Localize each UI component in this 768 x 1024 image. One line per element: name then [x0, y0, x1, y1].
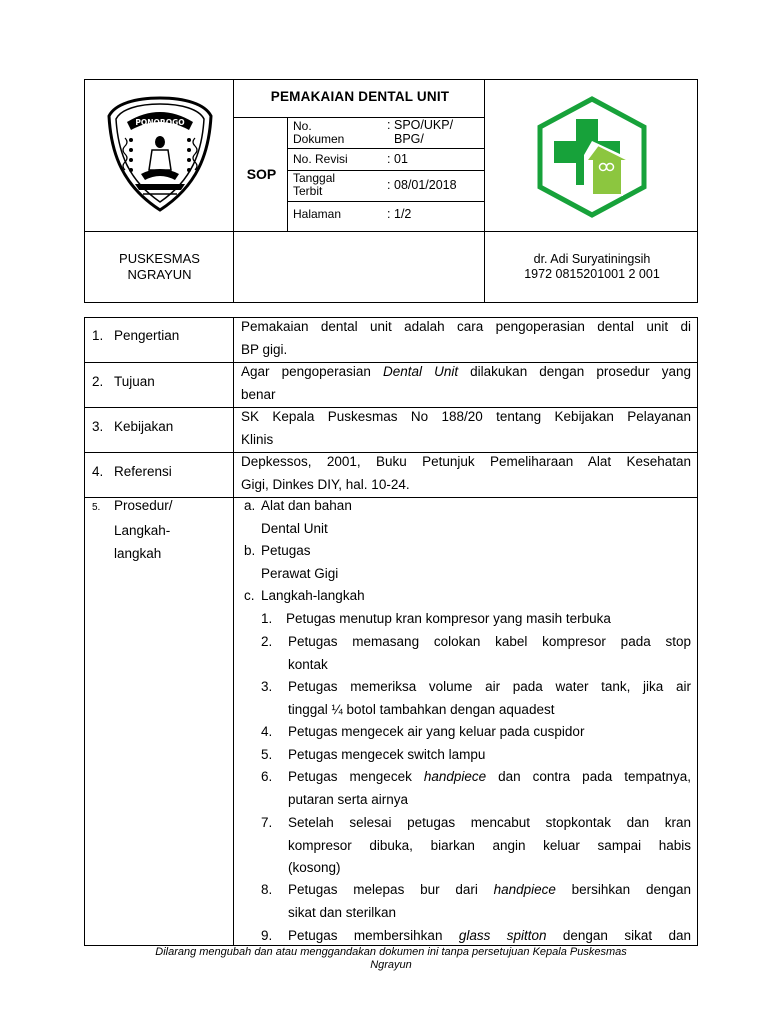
row-text-referensi [241, 451, 691, 496]
sop-content-table [84, 317, 698, 946]
divider [287, 201, 485, 202]
sop-header-table [84, 79, 698, 303]
organization-name [85, 251, 234, 283]
text-line: putaran serta airnya [288, 791, 409, 807]
row-label-text: langkah [114, 546, 162, 561]
no-dokumen-label [293, 120, 344, 146]
sub-title-c: Langkah-langkah [261, 588, 365, 603]
step-number: 8. [261, 882, 273, 897]
text-span: Agar pengoperasian [241, 364, 383, 379]
text-emphasis: handpiece [423, 769, 487, 784]
sub-label-b: b. [244, 543, 256, 558]
step-item [261, 925, 691, 946]
signer-block [485, 252, 699, 282]
text-line: sikat dan sterilkan [288, 904, 397, 920]
text-line: Petugas memeriksa volume air pada water tank, jika air [288, 679, 691, 694]
text-line: Pemakaian dental unit adalah cara pengoperasian dental unit di [241, 319, 691, 334]
step-number: 9. [261, 928, 273, 943]
puskesmas-logo-icon [530, 95, 654, 219]
step-item [261, 766, 691, 811]
row-number: 1. [92, 328, 104, 343]
text-line: Petugas mengecek switch lampu [288, 747, 486, 762]
sub-label-a: a. [244, 498, 256, 513]
row-label-tujuan [92, 371, 155, 393]
text-line: kompresor dibuka, biarkan angin keluar sampai habis [288, 837, 691, 853]
step-item [261, 879, 691, 924]
footer-disclaimer [84, 946, 698, 972]
divider [85, 497, 698, 498]
no-revisi-label: No. Revisi [293, 152, 348, 166]
step-text [261, 812, 691, 880]
text-span: bersihkan dengan [555, 882, 691, 897]
tanggal-label-line1: Tanggal [293, 171, 336, 185]
row-text-tujuan [241, 361, 691, 406]
text-span: dilakukan dengan prosedur yang [458, 364, 691, 379]
text-emphasis: handpiece [493, 882, 556, 897]
document-title: PEMAKAIAN DENTAL UNIT [270, 89, 450, 104]
text-line: Petugas mengecek air yang keluar pada cuspidor [288, 724, 585, 739]
text-span: Petugas melepas bur dari [288, 882, 494, 897]
row-label-referensi [92, 461, 172, 483]
step-item [261, 608, 691, 631]
step-number: 1. [261, 611, 273, 626]
tanggal-terbit-value: 08/01/2018 [394, 178, 457, 192]
text-line: Petugas menutup kran kompresor yang masih terbuka [286, 611, 611, 626]
step-item [261, 721, 691, 744]
step-text [261, 631, 691, 676]
text-line: benar [241, 386, 276, 402]
row-number: 5. [92, 502, 101, 513]
text-line: Petugas memasang colokan kabel kompresor pada stop [288, 634, 691, 649]
divider [233, 318, 234, 946]
text-emphasis: glass spitton [458, 928, 547, 943]
row-text-kebijakan [241, 406, 691, 451]
row-text-pengertian [241, 317, 691, 361]
step-text [261, 766, 691, 811]
colon: : [387, 118, 391, 132]
signer-name: dr. Adi Suryatiningsih [533, 252, 651, 266]
ponorogo-emblem-cell [85, 80, 234, 232]
sub-title-a: Alat dan bahan [261, 498, 352, 513]
step-number: 6. [261, 769, 273, 784]
row-label-text: Referensi [114, 464, 172, 479]
row-label-text: Kebijakan [114, 419, 174, 434]
no-revisi-value: 01 [394, 152, 408, 166]
row-label-prosedur [92, 494, 173, 565]
step-number: 5. [261, 747, 273, 762]
text-line: (kosong) [288, 860, 341, 875]
colon: : [387, 178, 391, 192]
row-label-text: Prosedur/ [114, 498, 173, 513]
colon: : [387, 207, 391, 221]
row-label-kebijakan [92, 416, 173, 438]
sub-item-b: Perawat Gigi [261, 566, 339, 581]
halaman-label: Halaman [293, 207, 342, 221]
tanggal-label-line2: Terbit [293, 184, 323, 198]
no-dokumen-label-line1: No. [293, 119, 312, 133]
sop-label: SOP [246, 166, 277, 182]
text-line: Depkessos, 2001, Buku Petunjuk Pemeliharaan Alat Kesehatan [241, 454, 691, 469]
tanggal-terbit-label [293, 172, 335, 198]
row-label-text: Tujuan [114, 374, 155, 389]
no-dokumen-value [394, 118, 453, 146]
text-line [288, 925, 691, 946]
text-line: SK Kepala Puskesmas No 188/20 tentang Kebijakan Pelayanan [241, 409, 691, 424]
colon: : [387, 152, 391, 166]
step-number: 2. [261, 634, 273, 649]
text-line [288, 879, 691, 902]
step-text [261, 879, 691, 924]
text-span: Petugas mengecek [288, 769, 424, 784]
no-dokumen-value-line1: SPO/UKP/ [394, 118, 454, 132]
text-line: Setelah selesai petugas mencabut stopkontak dan kran [288, 815, 691, 830]
text-span: dengan sikat dan [546, 928, 691, 943]
no-dokumen-label-line2: Dokumen [293, 132, 345, 146]
step-item [261, 812, 691, 880]
ponorogo-emblem-icon [105, 94, 215, 214]
text-line: kontak [288, 656, 328, 672]
text-line: tinggal ¼ botol tambahkan dengan aquadest [288, 701, 555, 717]
text-line [241, 361, 691, 384]
sub-title-b: Petugas [261, 543, 311, 558]
step-text [261, 721, 691, 744]
step-text [261, 925, 691, 946]
sub-label-c: c. [244, 588, 255, 603]
step-number: 3. [261, 679, 273, 694]
divider [287, 148, 485, 149]
row-label-text: Langkah- [114, 523, 171, 538]
no-dokumen-value-line2: BPG/ [394, 132, 424, 146]
step-item [261, 744, 691, 767]
step-text [261, 676, 691, 721]
halaman-value: 1/2 [394, 207, 412, 221]
emblem-text: PONOROGO [135, 118, 185, 127]
footer-line1: Dilarang mengubah dan atau menggandakan dokumen ini tanpa persetujuan Kepala Puskesmas [155, 946, 627, 958]
org-line2: NGRAYUN [127, 267, 192, 282]
step-text [261, 608, 691, 631]
footer-line2: Ngrayun [370, 959, 412, 971]
row-number: 3. [92, 419, 104, 434]
row-label-text: Pengertian [114, 328, 180, 343]
step-number: 4. [261, 724, 273, 739]
row-label-pengertian [92, 325, 179, 347]
org-line1: PUSKESMAS [119, 251, 200, 266]
step-text [261, 744, 691, 767]
text-emphasis: Dental Unit [382, 364, 459, 379]
text-line: Klinis [241, 431, 274, 447]
text-line: BP gigi. [241, 341, 288, 357]
signer-id: 1972 0815201001 2 001 [524, 267, 660, 281]
puskesmas-logo-cell [530, 95, 654, 224]
text-span: Petugas membersihkan [288, 928, 459, 943]
step-number: 7. [261, 815, 273, 830]
sub-item-a: Dental Unit [261, 521, 328, 536]
text-line: Gigi, Dinkes DIY, hal. 10-24. [241, 476, 410, 492]
row-number: 2. [92, 374, 104, 389]
text-line [288, 766, 691, 789]
row-number: 4. [92, 464, 104, 479]
step-item [261, 676, 691, 721]
text-span: dan contra pada tempatnya, [486, 769, 691, 784]
step-item [261, 631, 691, 676]
